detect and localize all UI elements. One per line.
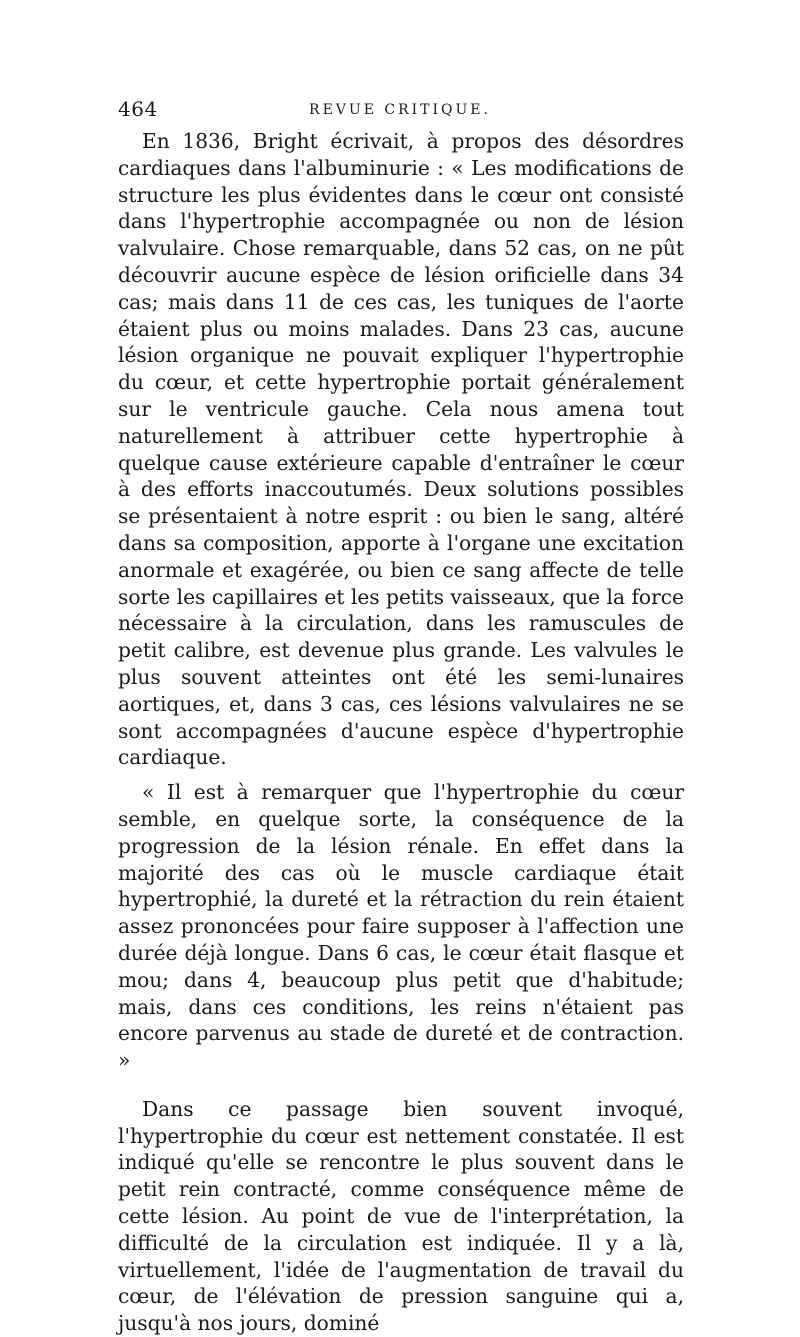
body-text <box>118 128 684 1337</box>
running-title: REVUE CRITIQUE. <box>309 102 491 118</box>
paragraph-commentary: Dans ce passage bien souvent invoqué, l'hypertrophie du cœur est nettement constatée. Il est indiqué qu'elle se rencontre le plus souvent dans le petit rein contracté, comme conséquence même de cette lésion. Au point de vue de l'interprétation, la difficulté de la circulation est indiquée. Il y a là, virtuellement, l'idée de l'augmentation de travail du cœur, de l'élévation de pression sanguine qui a, jusqu'à nos jours, dominé <box>118 1096 684 1336</box>
page-number: 464 <box>118 97 158 121</box>
paragraph-bright-citation: En 1836, Bright écrivait, à propos des désordres cardiaques dans l'albuminurie : « Les modifications de structure les plus évidentes dans le cœur ont consisté dans l'hypertrophie accompagnée ou non de lésion valvulaire. Chose remarquable, dans 52 cas, on ne pût découvrir aucune espèce de lésion orificielle dans 34 cas; mais dans 11 de ces cas, les tuniques de l'aorte étaient plus ou moins malades. Dans 23 cas, aucune lésion organique ne pouvait expliquer l'hypertrophie du cœur, et cette hypertrophie portait généralement sur le ventricule gauche. Cela nous amena tout naturellement à attribuer cette hypertrophie à quelque cause extérieure capable d'entraîner le cœur à des efforts inaccoutumés. Deux solutions possibles se présentaient à notre esprit : ou bien le sang, altéré dans sa composition, apporte à l'organe une excitation anormale et exagérée, ou bien ce sang affecte de telle sorte les capillaires et les petits vaisseaux, que la force nécessaire à la circulation, dans les ramuscules de petit calibre, est devenue plus grande. Les valvules le plus souvent atteintes ont été les semi-lunaires aortiques, et, dans 3 cas, ces lésions valvulaires ne se sont accompagnées d'aucune espèce d'hypertrophie cardiaque. <box>118 129 684 770</box>
page-header <box>118 96 682 122</box>
paragraph-quotation: « Il est à remarquer que l'hypertrophie du cœur semble, en quelque sorte, la conséquence de la progression de la lésion rénale. En effet dans la majorité des cas où le muscle cardiaque était hypertrophié, la dureté et la rétraction du rein étaient assez prononcées pour faire supposer à l'affection une durée déjà longue. Dans 6 cas, le cœur était flasque et mou; dans 4, beaucoup plus petit que d'habitude; mais, dans ces conditions, les reins n'étaient pas encore parvenus au stade de dureté et de contraction. » <box>118 780 684 1073</box>
